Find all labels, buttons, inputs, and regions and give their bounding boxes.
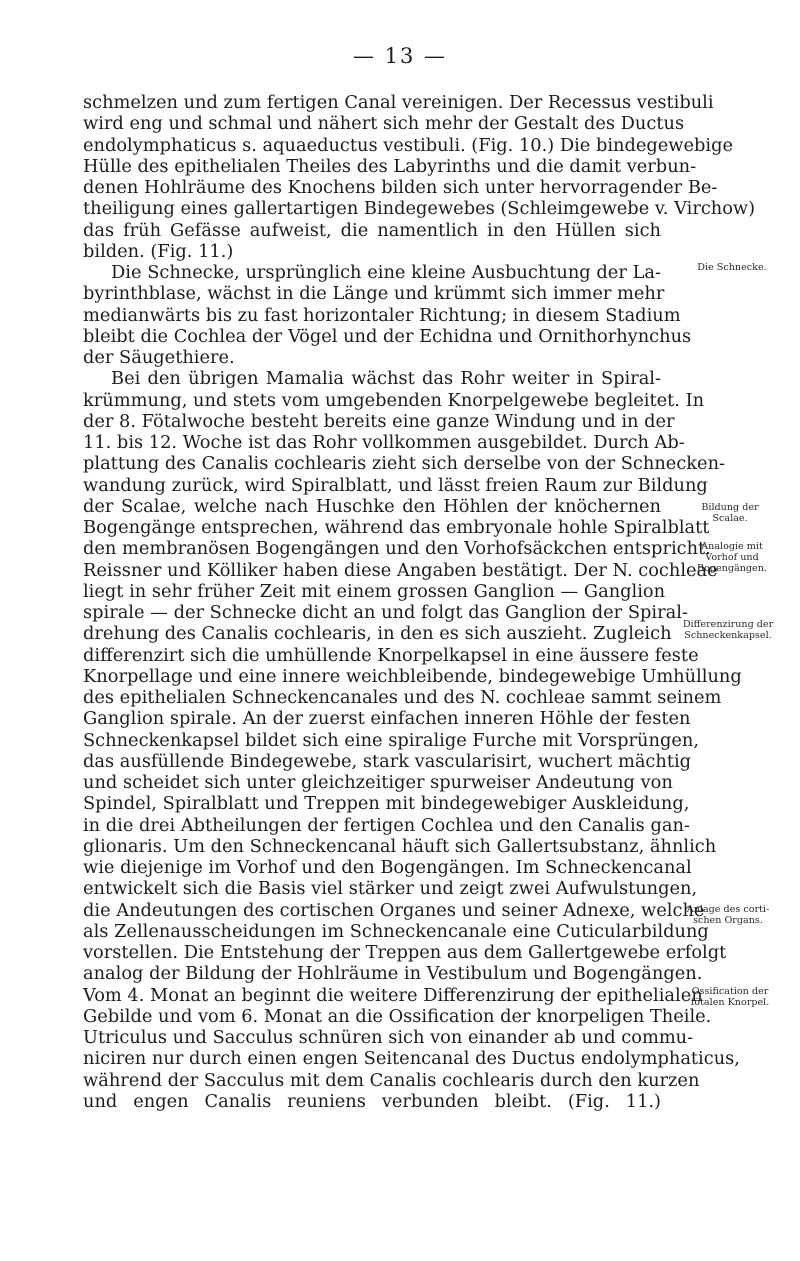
text-line: während der Sacculus mit dem Canalis cochlearis durch den kurzen	[83, 1069, 700, 1091]
text-line: Reissner und Kölliker haben diese Angaben bestätigt. Der N. cochleae	[83, 559, 718, 581]
text-line: das ausfüllende Bindegewebe, stark vascularisirt, wuchert mächtig	[83, 750, 692, 772]
text-line: Schneckenkapsel bildet sich eine spiralige Furche mit Vorsprüngen,	[83, 729, 699, 751]
text-line: theiligung eines gallertartigen Bindegewebes (Schleimgewebe v. Virchow)	[83, 198, 756, 220]
text-line: Vom 4. Monat an beginnt die weitere Differenzirung der epithelialen	[83, 984, 703, 1006]
text-line: der 8. Fötalwoche besteht bereits eine ganze Windung und in der	[83, 410, 675, 432]
page-number: — 13 —	[352, 44, 448, 68]
text-line: spirale — der Schnecke dicht an und folgt das Ganglion der Spiral-	[83, 602, 688, 623]
text-line: denen Hohlräume des Knochens bilden sich unter hervorragender Be-	[83, 177, 718, 198]
text-line: Hülle des epithelialen Theiles des Labyrinths und die damit verbun-	[83, 155, 697, 177]
text-line: in die drei Abtheilungen der fertigen Cochlea und den Canalis gan-	[83, 814, 690, 836]
text-line: byrinthblase, wächst in die Länge und krümmt sich immer mehr	[83, 283, 665, 305]
text-line: das früh Gefässe aufweist, die namentlich in den Hüllen sich	[83, 219, 661, 241]
text-line: niciren nur durch einen engen Seitencanal des Ductus endolymphaticus,	[83, 1048, 740, 1070]
text-line: wird eng und schmal und nähert sich mehr der Gestalt des Ductus	[83, 113, 685, 135]
text-line: differenzirt sich die umhüllende Knorpelkapsel in eine äussere feste	[83, 644, 699, 666]
text-line: als Zellenausscheidungen im Schneckencanale eine Cuticularbildung	[83, 920, 709, 942]
text-line: den membranösen Bogengängen und den Vorhofsäckchen entspricht.	[83, 538, 711, 560]
margin-note-knorpelkapsel: Differenzirung der Schneckenkapsel.	[682, 619, 774, 641]
text-line: glionaris. Um den Schneckencanal häuft sich Gallertsubstanz, ähnlich	[83, 835, 717, 857]
text-line: liegt in sehr früher Zeit mit einem grossen Ganglion — Ganglion	[83, 580, 666, 602]
text-line: und engen Canalis reuniens verbunden bleibt. (Fig. 11.)	[83, 1090, 661, 1112]
text-line: entwickelt sich die Basis viel stärker und zeigt zwei Aufwulstungen,	[83, 878, 698, 900]
text-line: der Säugethiere.	[83, 347, 235, 368]
text-line: Bogengänge entsprechen, während das embryonale hohle Spiralblatt	[83, 517, 710, 538]
text-line: Spindel, Spiralblatt und Treppen mit bindegewebiger Auskleidung,	[83, 793, 690, 815]
text-line: der Scalae, welche nach Huschke den Höhlen der knöchernen	[83, 495, 661, 517]
text-line: wandung zurück, wird Spiralblatt, und lässt freien Raum zur Bildung	[83, 474, 708, 496]
text-line: bilden. (Fig. 11.)	[83, 240, 234, 262]
text-line: und scheidet sich unter gleichzeitiger spurweiser Andeutung von	[83, 772, 673, 793]
text-line: Utriculus und Sacculus schnüren sich von einander ab und commu-	[83, 1027, 694, 1048]
text-line	[83, 1112, 661, 1133]
text-line: wie diejenige im Vorhof und den Bogengängen. Im Schneckencanal	[83, 857, 692, 878]
text-line: plattung des Canalis cochlearis zieht sich derselbe von der Schnecken-	[83, 453, 726, 475]
margin-note-ossification: Ossification der fötalen Knorpel.	[690, 986, 770, 1008]
text-line: die Andeutungen des cortischen Organes und seiner Adnexe, welche	[83, 899, 705, 921]
text-line: endolymphaticus s. aquaeductus vestibuli. (Fig. 10.) Die bindegewebige	[83, 134, 733, 156]
text-line: drehung des Canalis cochlearis, in den es sich auszieht. Zugleich	[83, 623, 672, 645]
text-line: medianwärts bis zu fast horizontaler Richtung; in diesem Stadium	[83, 304, 681, 326]
text-line: Ganglion spirale. An der zuerst einfachen inneren Höhle der festen	[83, 708, 691, 730]
margin-note-corti: Anlage des corti-schen Organs.	[686, 904, 770, 926]
text-line: Gebilde und vom 6. Monat an die Ossification der knorpeligen Theile.	[83, 1005, 712, 1027]
text-line: schmelzen und zum fertigen Canal vereinigen. Der Recessus vestibuli	[83, 92, 714, 113]
margin-note-analogie: Analogie mit Vorhof und Bogengängen.	[697, 541, 767, 574]
text-line: krümmung, und stets vom umgebenden Knorpelgewebe begleitet. In	[83, 389, 705, 411]
text-line: vorstellen. Die Entstehung der Treppen aus dem Gallertgewebe erfolgt	[83, 942, 727, 963]
text-line: Die Schnecke, ursprünglich eine kleine Ausbuchtung der La-	[111, 262, 661, 283]
text-line: Bei den übrigen Mamalia wächst das Rohr weiter in Spiral-	[111, 368, 661, 390]
text-line: des epithelialen Schneckencanales und des N. cochleae sammt seinem	[83, 687, 722, 708]
text-line: bleibt die Cochlea der Vögel und der Echidna und Ornithorhynchus	[83, 325, 692, 347]
text-line: analog der Bildung der Hohlräume in Vestibulum und Bogengängen.	[83, 963, 703, 985]
margin-note-schnecke: Die Schnecke.	[697, 262, 767, 273]
text-line: Knorpellage und eine innere weichbleibende, bindegewebige Umhüllung	[83, 665, 742, 687]
margin-note-scalae: Bildung der Scalae.	[701, 502, 759, 524]
text-line: 11. bis 12. Woche ist das Rohr vollkommen ausgebildet. Durch Ab-	[83, 432, 685, 453]
